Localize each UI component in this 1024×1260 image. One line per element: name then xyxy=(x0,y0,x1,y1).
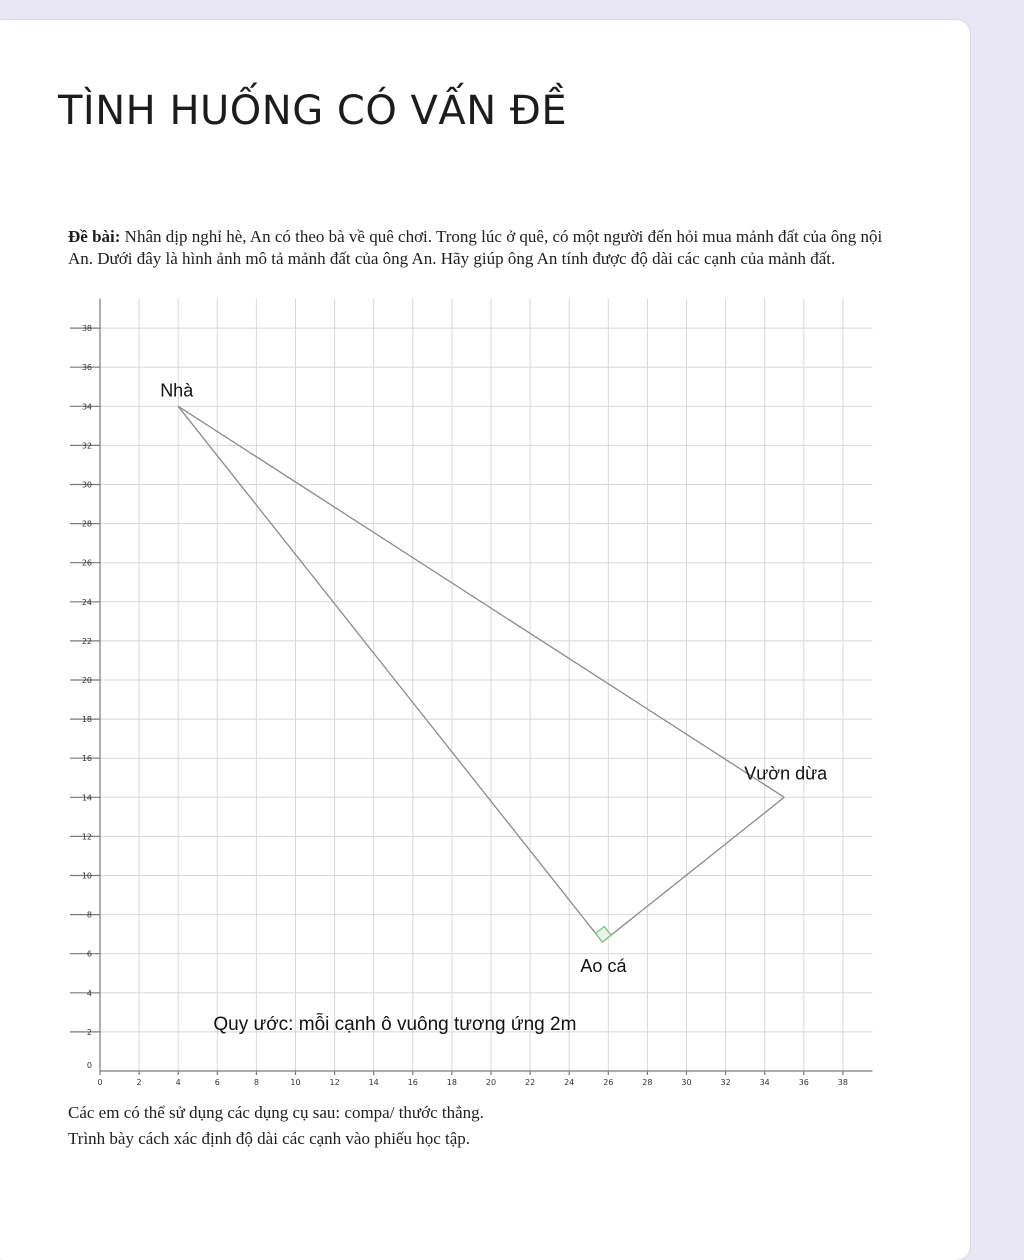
x-tick-label: 20 xyxy=(485,1078,497,1087)
x-tick-label: 8 xyxy=(253,1078,259,1087)
x-tick-label: 26 xyxy=(603,1078,614,1087)
y-tick-label: 38 xyxy=(81,324,92,334)
y-tick-label: 26 xyxy=(81,558,92,568)
tools-line: Các em có thể sử dụng các dụng cụ sau: compa/ thước thẳng. xyxy=(68,1103,484,1122)
y-tick-label: 10 xyxy=(81,871,92,881)
scale-note: Quy ước: mỗi cạnh ô vuông tương ứng 2m xyxy=(213,1013,577,1035)
x-tick-label: 38 xyxy=(837,1078,848,1087)
grid-lines xyxy=(100,299,872,1071)
page-title: TÌNH HUỐNG CÓ VẤN ĐỀ xyxy=(58,88,568,134)
x-tick-label: 18 xyxy=(446,1078,457,1087)
problem-label: Đề bài: xyxy=(68,227,121,246)
x-tick-label: 2 xyxy=(136,1078,142,1087)
y-tick-label: 12 xyxy=(81,832,92,842)
x-tick-label: 4 xyxy=(175,1078,181,1087)
x-tick-label: 12 xyxy=(329,1078,340,1087)
y-tick-label: 8 xyxy=(86,910,92,920)
triangle-edge xyxy=(178,406,602,942)
x-tick-label: 0 xyxy=(97,1078,103,1087)
present-line: Trình bày cách xác định độ dài các cạnh vào phiếu học tập. xyxy=(68,1129,471,1148)
x-tick-label: 28 xyxy=(642,1078,653,1087)
y-tick-label: 34 xyxy=(81,402,92,412)
x-tick-label: 10 xyxy=(290,1078,301,1087)
x-tick-label: 24 xyxy=(564,1078,575,1087)
x-tick-label: 6 xyxy=(214,1078,220,1087)
point-label: Ao cá xyxy=(580,955,627,976)
y-tick-label: 14 xyxy=(81,793,92,803)
x-tick-label: 22 xyxy=(525,1078,536,1087)
land-triangle xyxy=(178,406,784,942)
y-tick-label: 32 xyxy=(81,441,92,451)
x-tick-label: 36 xyxy=(798,1078,809,1087)
y-tick-label: 6 xyxy=(86,949,92,959)
y-tick-label: 2 xyxy=(86,1027,92,1037)
point-labels xyxy=(160,380,828,976)
y-tick-label: 28 xyxy=(81,519,92,529)
y-tick-label: 18 xyxy=(81,715,92,725)
y-tick-label: 20 xyxy=(81,676,92,685)
axes xyxy=(70,299,872,1075)
x-tick-label: 32 xyxy=(720,1078,731,1087)
tick-labels xyxy=(82,324,848,1087)
y-tick-label: 36 xyxy=(81,363,92,373)
x-tick-label: 16 xyxy=(407,1078,418,1087)
problem-text: Nhân dịp nghỉ hè, An có theo bà về quê chơi. Trong lúc ở quê, có một người đến hỏi mua mảnh đất của ông nội An. Dưới đây là hình ảnh mô tả mảnh đất của ông An. Hãy giúp ông An tính được độ dài các cạnh của mảnh đất. xyxy=(68,227,883,268)
x-tick-label: 30 xyxy=(681,1078,692,1087)
y-tick-label: 22 xyxy=(81,636,92,646)
y-tick-label: 0 xyxy=(86,1061,92,1070)
instructions xyxy=(68,1100,908,1152)
y-tick-label: 16 xyxy=(81,754,92,764)
y-tick-label: 4 xyxy=(86,988,92,998)
y-tick-label: 24 xyxy=(81,597,92,607)
x-tick-label: 14 xyxy=(368,1078,379,1087)
point-label: Nhà xyxy=(160,380,194,401)
point-label: Vườn dừa xyxy=(744,763,828,784)
y-tick-label: 30 xyxy=(81,480,92,490)
x-tick-label: 34 xyxy=(759,1078,770,1087)
triangle-edge xyxy=(602,797,784,942)
